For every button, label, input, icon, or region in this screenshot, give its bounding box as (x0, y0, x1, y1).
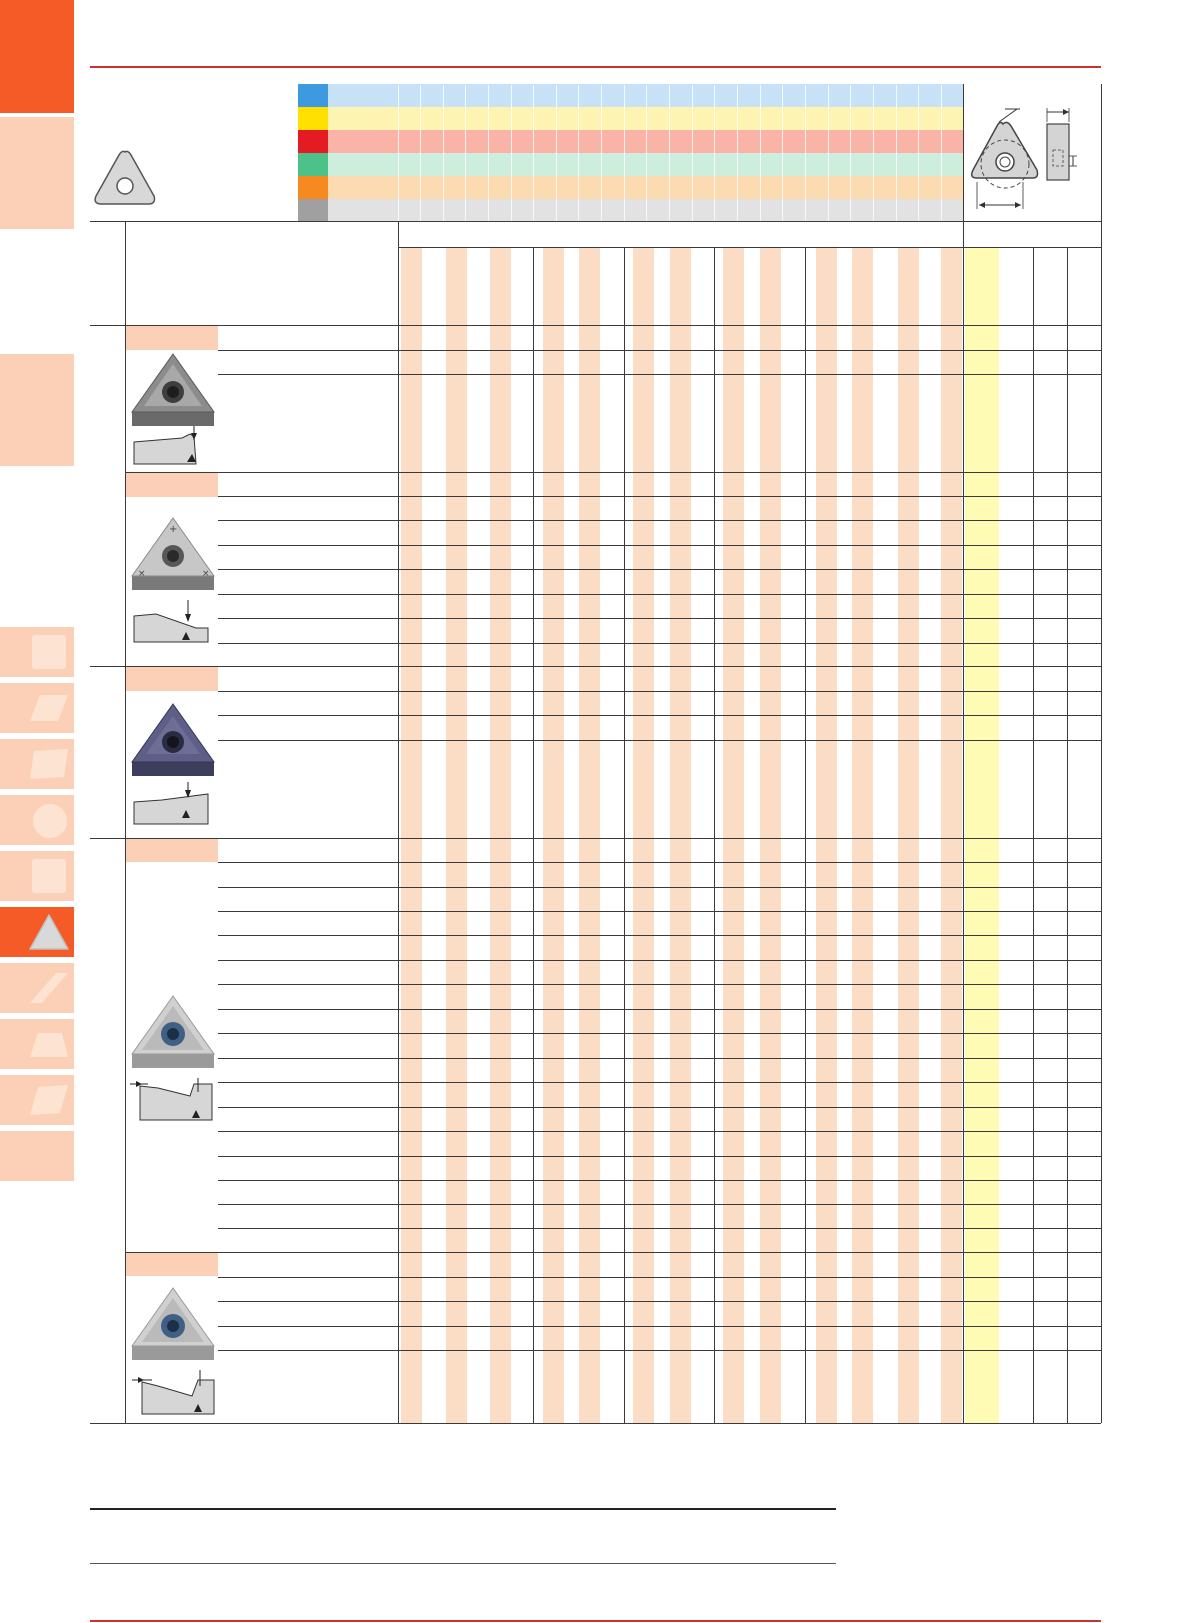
row-rule (218, 1277, 1101, 1278)
row-rule (218, 594, 1101, 595)
side-tab-square-insert[interactable] (0, 627, 74, 677)
side-tab-section-1[interactable] (0, 117, 74, 229)
side-tab-parallelogram-insert[interactable] (0, 739, 74, 789)
triangle-insert-icon (28, 913, 70, 951)
table-rule (90, 221, 1101, 222)
group-rule (125, 1252, 1101, 1253)
row-rule (218, 618, 1101, 619)
row-rule (218, 862, 1101, 863)
footer-rule-1 (90, 1508, 836, 1510)
strip-divider (737, 85, 738, 222)
side-tab-extra[interactable] (0, 1131, 74, 1181)
table-col-rule (714, 247, 715, 1423)
edge-profile-icon-2 (132, 598, 212, 644)
peach-stripe (941, 247, 962, 1423)
insert-photo-polished-icon (128, 992, 218, 1072)
strip-divider (624, 85, 625, 222)
table-col-rule (624, 247, 625, 1423)
strip-divider (443, 85, 444, 222)
row-rule (218, 740, 1101, 741)
row-rule (218, 935, 1101, 936)
peach-stripe (852, 247, 873, 1423)
diamond-insert-icon (28, 971, 70, 1005)
square-flat-insert-icon (32, 859, 66, 893)
table-col-rule (1067, 247, 1068, 1423)
edge-profile-icon-5 (128, 1368, 218, 1416)
strip-divider (873, 85, 874, 222)
row-rule (218, 545, 1101, 546)
stock-column-highlight (965, 247, 999, 1423)
row-rule (218, 960, 1101, 961)
row-rule (218, 1033, 1101, 1034)
strip-divider (601, 85, 602, 222)
svg-text:+: + (169, 524, 178, 535)
strip-divider (669, 85, 670, 222)
wiper-insert-icon (28, 1083, 70, 1117)
group-label-5 (125, 1252, 218, 1276)
strip-divider (533, 85, 534, 222)
strip-divider (828, 85, 829, 222)
bottom-rule (90, 1620, 1101, 1622)
table-rule (90, 1423, 1101, 1424)
side-tab-diamond-insert[interactable] (0, 963, 74, 1013)
material-swatch-orange (298, 176, 328, 199)
row-rule (218, 643, 1101, 644)
svg-text:×: × (138, 569, 146, 579)
row-rule (218, 1156, 1101, 1157)
group-label-3 (125, 667, 218, 691)
trapezoid-insert-icon (28, 1029, 70, 1059)
strip-divider (782, 85, 783, 222)
strip-divider (918, 85, 919, 222)
row-rule (218, 1058, 1101, 1059)
peach-stripe (490, 247, 511, 1423)
row-rule (218, 496, 1101, 497)
strip-divider (941, 85, 942, 222)
peach-stripe (670, 247, 691, 1423)
side-tab-wiper-insert[interactable] (0, 1075, 74, 1125)
row-rule (218, 1082, 1101, 1083)
row-rule (218, 984, 1101, 985)
material-swatch-gray (298, 199, 328, 221)
peach-stripe (446, 247, 467, 1423)
strip-divider (511, 85, 512, 222)
side-tab-section-2[interactable] (0, 354, 74, 466)
peach-stripe (401, 247, 422, 1423)
material-swatch-red (298, 130, 328, 153)
table-col-rule (533, 247, 534, 1423)
row-rule (218, 569, 1101, 570)
group-rule (90, 838, 1101, 839)
row-rule (218, 887, 1101, 888)
strip-divider (398, 85, 399, 222)
row-rule (218, 374, 1101, 375)
row-rule (218, 911, 1101, 912)
strip-divider (556, 85, 557, 222)
side-tab-square-flat-insert[interactable] (0, 851, 74, 901)
row-rule (218, 520, 1101, 521)
group-label-4 (125, 838, 218, 862)
row-rule (218, 691, 1101, 692)
round-insert-icon (30, 801, 70, 841)
table-col-rule (1033, 247, 1034, 1423)
side-tab-round-insert[interactable] (0, 795, 74, 845)
strip-divider (896, 85, 897, 222)
row-rule (218, 1301, 1101, 1302)
insert-photo-polished-small-icon (128, 1284, 218, 1364)
row-rule (218, 1107, 1101, 1108)
material-swatch-blue (298, 84, 328, 107)
group-label-1 (125, 326, 218, 350)
peach-stripe (633, 247, 654, 1423)
strip-divider (805, 85, 806, 222)
strip-divider (850, 85, 851, 222)
strip-divider (646, 85, 647, 222)
table-col-rule (805, 247, 806, 1423)
strip-divider (692, 85, 693, 222)
insert-photo-gray-icon (128, 350, 218, 430)
table-col-rule (1101, 84, 1102, 1423)
group-rule (90, 666, 1101, 667)
peach-stripe (816, 247, 837, 1423)
row-rule (218, 1180, 1101, 1181)
top-rule (90, 66, 1101, 68)
insert-photo-purple-icon (128, 700, 218, 780)
row-rule (218, 1350, 1101, 1351)
group-rule (90, 325, 1101, 326)
row-rule (218, 1204, 1101, 1205)
material-swatch-green (298, 153, 328, 176)
edge-profile-icon-4 (128, 1076, 214, 1122)
table-col-rule (963, 84, 964, 1423)
insert-photo-silver-icon (128, 514, 218, 594)
peach-stripe (579, 247, 600, 1423)
row-rule (218, 715, 1101, 716)
table-rule (398, 247, 1101, 248)
peach-stripe (898, 247, 919, 1423)
rhombus-insert-icon (28, 693, 70, 723)
group-rule (125, 472, 1101, 473)
side-tab-top-active[interactable] (0, 0, 74, 113)
square-insert-icon (32, 635, 66, 669)
material-swatch-yellow (298, 107, 328, 130)
table-col-rule (398, 221, 399, 1423)
insert-dimension-drawing-icon (965, 104, 1083, 220)
table-col-rule (125, 221, 126, 1423)
side-tab-trapezoid-insert[interactable] (0, 1019, 74, 1069)
row-rule (218, 1228, 1101, 1229)
parallelogram-insert-icon (28, 747, 70, 781)
peach-stripe (723, 247, 744, 1423)
row-rule (218, 1326, 1101, 1327)
footer-rule-2 (90, 1563, 836, 1564)
triangle-insert-shape-icon (90, 148, 160, 210)
peach-stripe (543, 247, 564, 1423)
strip-divider (465, 85, 466, 222)
side-tab-triangle-insert-active[interactable] (0, 907, 74, 957)
side-tab-rhombus-insert[interactable] (0, 683, 74, 733)
row-rule (218, 1131, 1101, 1132)
row-rule (218, 350, 1101, 351)
svg-text:×: × (202, 569, 210, 579)
edge-profile-icon-3 (132, 780, 212, 826)
strip-divider (420, 85, 421, 222)
strip-divider (488, 85, 489, 222)
group-label-2 (125, 473, 218, 497)
edge-profile-icon-1 (132, 424, 212, 466)
strip-divider (714, 85, 715, 222)
strip-divider (760, 85, 761, 222)
peach-stripe (760, 247, 781, 1423)
row-rule (218, 1009, 1101, 1010)
strip-divider (578, 85, 579, 222)
